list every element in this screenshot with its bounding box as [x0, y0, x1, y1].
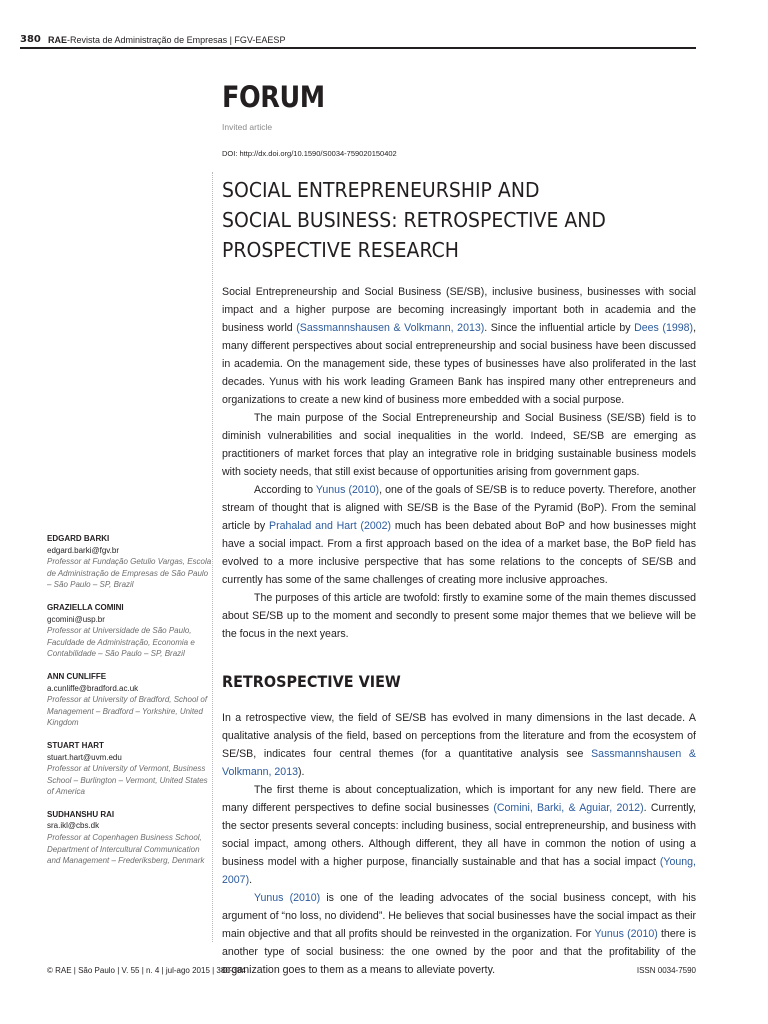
journal-header	[48, 35, 285, 45]
column-divider	[212, 172, 213, 942]
citation-link[interactable]: Yunus (2010)	[594, 928, 658, 940]
retrospective-section	[222, 709, 696, 979]
paragraph-text: is one of the leading advocates of the social business concept, with his argument of “no loss, no dividend”. He believes that social businesses have the social impact as their main objective and that all profits should be reinvested in the organization. For	[222, 892, 696, 940]
paragraph-text: The purposes of this article are twofold: firstly to examine some of the main themes discussed about SE/SB up to the moment and secondly to present some major themes that we believe will be the focus in the next years.	[222, 592, 696, 640]
paragraph-text: ).	[297, 766, 305, 778]
paragraph-text: , many different perspectives about social entrepreneurship and social business have been discussed in academia. On the management side, these types of businesses have also proliferated in the last decades. Yunus with his work leading Grameen Bank has inspired many other entrepreneurs and organizations to create a new kind of business more embedded with a social purpose.	[222, 322, 697, 406]
paragraph-text: much has been debated about BoP and how businesses might have a social impact. From a first approach based on the idea of a market base, the BoP field has evolved to a more inclusive perspective that has some relations to the concepts of SE/SB and currently has some of the same challenges of creating more inclusive approaches.	[222, 520, 696, 586]
paragraph-text: The main purpose of the Social Entrepreneurship and Social Business (SE/SB) field is to diminish vulnerabilities and social inequalities in the world. Indeed, SE/SB are emerging as practitioners of market forces that play an integrative role in bridging sustainable business models with society needs, that still exist because of opportunities arising from government gaps.	[222, 412, 696, 478]
paragraph-text: .	[249, 874, 253, 886]
author-affiliation: Professor at Fundação Getulio Vargas, Escola de Administração de Empresas de São Paulo – São Paulo – SP, Brazil	[47, 557, 212, 590]
title-line: SOCIAL ENTREPRENEURSHIP AND	[222, 178, 540, 202]
author-name: SUDHANSHU RAI	[47, 809, 115, 819]
author-name: ANN CUNLIFFE	[47, 671, 107, 681]
paragraph-text: . Currently, the sector presents several concepts: including business, social entrepreneurship, and business with social impact, among others. Although different, they all have in common the notion of using a business model with a higher purpose, financially sustainable and that has a social impact	[222, 802, 696, 868]
paragraph-text: The first theme is about conceptualization, which is important for any new field. There are many different perspectives to define social businesses	[222, 784, 696, 814]
title-line: PROSPECTIVE RESEARCH	[222, 238, 459, 262]
paragraph-text: there is another type of social business: the one owned by the poor and that the profitability of the organization goes to them as a means to alleviate poverty.	[222, 928, 696, 976]
section-heading: RETROSPECTIVE VIEW	[222, 672, 401, 691]
paragraph	[222, 781, 696, 889]
citation-link[interactable]: (Sassmannshausen & Volkmann, 2013)	[296, 322, 485, 334]
author-block	[47, 533, 212, 591]
citation-link[interactable]: Sassmannshausen & Volkmann, 2013	[222, 748, 696, 778]
author-block	[47, 740, 212, 798]
author-name: EDGARD BARKI	[47, 534, 110, 543]
author-block	[47, 809, 212, 867]
footer-citation: © RAE | São Paulo | V. 55 | n. 4 | jul-ago 2015 | 380-384	[47, 966, 246, 975]
author-list	[47, 533, 212, 878]
citation-link[interactable]: Prahalad and Hart (2002)	[269, 520, 392, 532]
section-label: FORUM	[222, 80, 325, 114]
author-affiliation: Professor at Copenhagen Business School, Department of Intercultural Communication and Management – Frederiksberg, Denmark	[47, 833, 205, 866]
footer-issn: ISSN 0034-7590	[636, 966, 696, 975]
author-email[interactable]: edgard.barki@fgv.br	[47, 545, 120, 555]
citation-link[interactable]: Yunus (2010)	[315, 484, 380, 496]
paragraph	[222, 409, 696, 481]
author-affiliation: Professor at University of Bradford, School of Management – Bradford – Yorkshire, United Kingdom	[47, 695, 208, 728]
author-name: STUART HART	[47, 740, 104, 750]
title-line: SOCIAL BUSINESS: RETROSPECTIVE AND	[222, 208, 606, 232]
author-affiliation: Professor at Universidade de São Paulo, Faculdade de Administração, Economia e Contabilidade – São Paulo – SP, Brazil	[47, 626, 195, 659]
author-email[interactable]: gcomini@usp.br	[47, 614, 105, 624]
author-block	[47, 602, 212, 660]
journal-name: -Revista de Administração de Empresas | FGV-EAESP	[67, 35, 286, 45]
paragraph	[222, 481, 696, 589]
paragraph	[222, 283, 696, 409]
paragraph-text: . Since the influential article by	[484, 322, 635, 334]
header-rule	[20, 47, 696, 49]
author-email[interactable]: a.cunliffe@bradford.ac.uk	[47, 683, 139, 693]
paragraph-text: Social Entrepreneurship and Social Business (SE/SB), inclusive business, businesses with social impact and a higher purpose are becoming increasingly important both in academia and the business world	[222, 286, 696, 334]
paragraph	[222, 709, 696, 781]
author-affiliation: Professor at University of Vermont, Business School – Burlington – Vermont, United States of America	[47, 764, 208, 797]
citation-link[interactable]: (Young, 2007)	[222, 856, 696, 886]
citation-link[interactable]: Yunus (2010)	[254, 892, 321, 904]
author-block	[47, 671, 212, 729]
article-title	[222, 175, 664, 265]
doi-link[interactable]: DOI: http://dx.doi.org/10.1590/S0034-759020150402	[222, 149, 397, 158]
journal-abbrev: RAE	[48, 35, 68, 45]
paragraph-text: In a retrospective view, the field of SE/SB has evolved in many dimensions in the last decade. A qualitative analysis of the field, based on perceptions from the literature and from the ecosystem of SE/SB, indicates four central themes (for a quantitative analysis see	[222, 712, 696, 760]
page-number: 380	[20, 34, 41, 45]
paragraph-text: According to	[254, 484, 316, 496]
article-type: Invited article	[222, 122, 273, 132]
paragraph	[222, 589, 696, 643]
author-email[interactable]: sra.ikl@cbs.dk	[47, 821, 100, 831]
citation-link[interactable]: (Comini, Barki, & Aguiar, 2012)	[493, 802, 644, 814]
citation-link[interactable]: Dees (1998)	[634, 322, 694, 334]
author-name: GRAZIELLA COMINI	[47, 602, 124, 612]
intro-section	[222, 283, 696, 643]
author-email[interactable]: stuart.hart@uvm.edu	[47, 752, 122, 762]
paragraph-text: , one of the goals of SE/SB is to reduce poverty. Therefore, another stream of thought that is aligned with SE/SB is the Base of the Pyramid (BoP). From the seminal article by	[222, 484, 696, 532]
